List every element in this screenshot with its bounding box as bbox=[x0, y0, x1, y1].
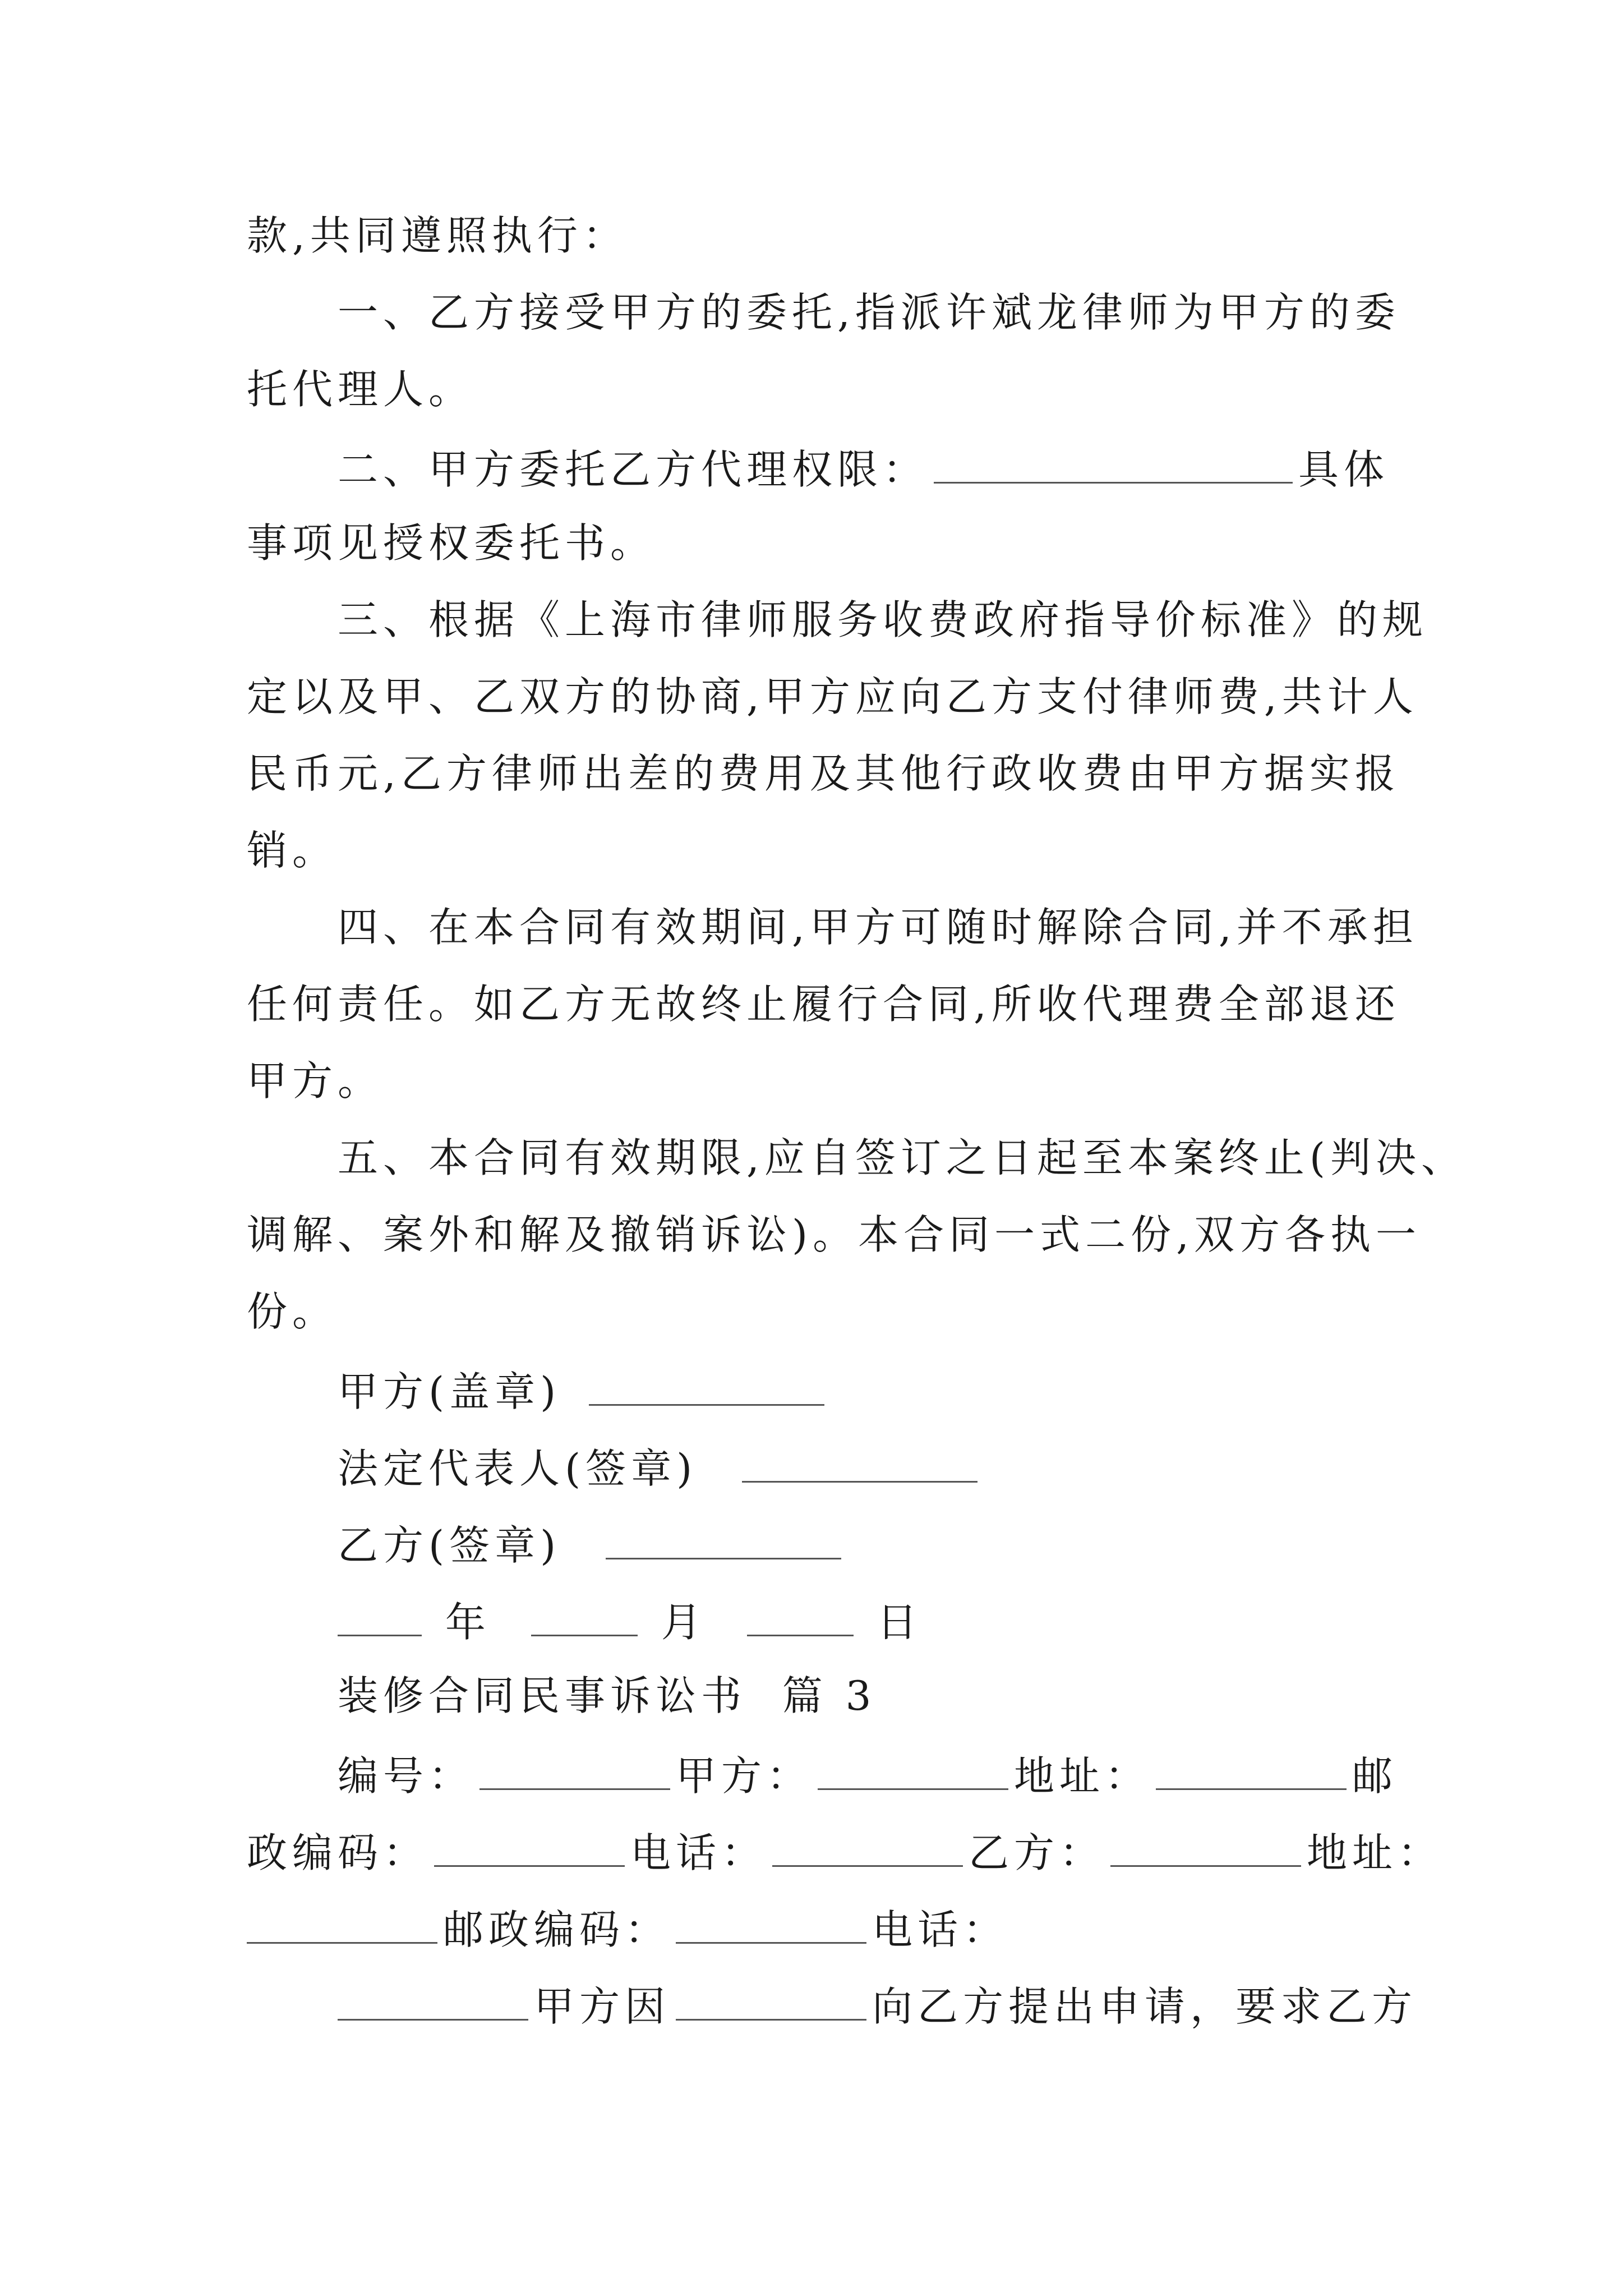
party-b-sign-label: 乙方(签章) bbox=[338, 1522, 561, 1569]
date-line bbox=[338, 1591, 923, 1647]
application-text-2: 向乙方提出申请，要求乙方 bbox=[872, 1983, 1418, 2030]
clause-4-line-1: 四、在本合同有效期间,甲方可随时解除合同,并不承担 bbox=[338, 904, 1418, 951]
phone-blank bbox=[772, 1821, 963, 1867]
clause-2-text: 二、甲方委托乙方代理权限： bbox=[338, 446, 929, 493]
legal-rep-label: 法定代表人(签章) bbox=[338, 1445, 698, 1492]
clause-1-line-2: 托代理人。 bbox=[247, 366, 474, 413]
day-label: 日 bbox=[877, 1599, 923, 1646]
year-label: 年 bbox=[445, 1599, 491, 1646]
text-line: 款,共同遵照执行： bbox=[247, 212, 628, 259]
party-b-blank bbox=[1110, 1821, 1301, 1867]
postcode-label-end: 政编码： bbox=[247, 1829, 429, 1876]
party-b-sign-line bbox=[338, 1514, 847, 1570]
clause-2-tail: 具体 bbox=[1298, 446, 1390, 493]
party-b-postcode-label: 邮政编码： bbox=[443, 1906, 671, 1953]
number-blank bbox=[479, 1745, 670, 1790]
month-blank bbox=[531, 1591, 638, 1636]
clause-4-line-2: 任何责任。如乙方无故终止履行合同,所收代理费全部退还 bbox=[247, 981, 1400, 1028]
party-a-seal-label: 甲方(盖章) bbox=[338, 1368, 561, 1415]
form-line-1 bbox=[338, 1745, 1398, 1801]
party-b-sign-blank bbox=[606, 1514, 841, 1559]
party-a-seal-blank bbox=[589, 1360, 824, 1406]
party-b-postcode-blank bbox=[676, 1898, 866, 1944]
number-label: 编号： bbox=[338, 1752, 474, 1800]
section-heading: 装修合同民事诉讼书 篇 3 bbox=[338, 1672, 877, 1719]
clause-5-line-1: 五、本合同有效期限,应自签订之日起至本案终止(判决、 bbox=[338, 1134, 1467, 1181]
clause-3-line-3: 民币元,乙方律师出差的费用及其他行政收费由甲方据实报 bbox=[247, 750, 1400, 797]
clause-4-line-3: 甲方。 bbox=[247, 1057, 384, 1105]
party-b-phone-label: 电话： bbox=[872, 1906, 1009, 1953]
legal-rep-blank bbox=[742, 1437, 978, 1483]
authority-blank bbox=[934, 438, 1293, 484]
year-blank bbox=[338, 1591, 422, 1636]
day-blank bbox=[747, 1591, 854, 1636]
application-text-1: 甲方因 bbox=[534, 1983, 671, 2030]
application-line bbox=[338, 1975, 1417, 2031]
party-a-label: 甲方： bbox=[676, 1752, 813, 1800]
applicant-blank bbox=[338, 1975, 528, 2021]
address-label: 地址： bbox=[1014, 1752, 1151, 1800]
clause-3-line-1: 三、根据《上海市律师服务收费政府指导价标准》的规 bbox=[338, 596, 1428, 643]
legal-rep-line bbox=[338, 1437, 983, 1493]
clause-2-line-2: 事项见授权委托书。 bbox=[247, 519, 656, 567]
party-b-label: 乙方： bbox=[969, 1829, 1105, 1876]
clause-5-line-2: 调解、案外和解及撤销诉讼)。本合同一式二份,双方各执一 bbox=[247, 1211, 1421, 1258]
clause-2-line-1 bbox=[338, 438, 1389, 494]
address-blank bbox=[1156, 1745, 1347, 1790]
clause-3-line-2: 定以及甲、乙双方的协商,甲方应向乙方支付律师费,共计人 bbox=[247, 673, 1418, 720]
form-line-2 bbox=[247, 1821, 1443, 1878]
party-a-seal-line bbox=[338, 1360, 830, 1416]
party-b-address-label: 地址： bbox=[1307, 1829, 1444, 1876]
clause-1-line-1: 一、乙方接受甲方的委托,指派许斌龙律师为甲方的委 bbox=[338, 289, 1400, 336]
reason-blank bbox=[676, 1975, 866, 2021]
clause-5-line-3: 份。 bbox=[247, 1288, 338, 1335]
month-label: 月 bbox=[661, 1599, 707, 1646]
phone-label: 电话： bbox=[630, 1829, 767, 1876]
clause-3-line-4: 销。 bbox=[247, 827, 338, 874]
postcode-label-start: 邮 bbox=[1352, 1752, 1398, 1800]
postcode-blank bbox=[434, 1821, 625, 1867]
party-b-address-blank bbox=[247, 1898, 437, 1944]
party-a-blank bbox=[818, 1745, 1008, 1790]
form-line-3 bbox=[247, 1898, 1008, 1954]
